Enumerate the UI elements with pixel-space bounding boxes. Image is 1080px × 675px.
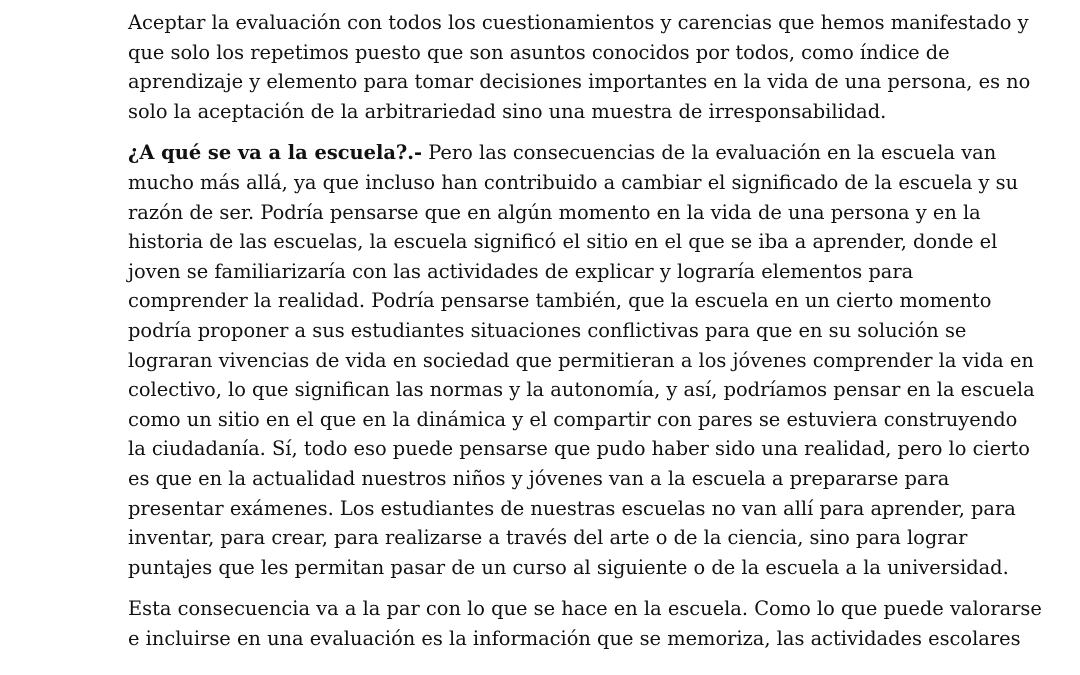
text-line: la ciudadanía. Sí, todo eso puede pensarse que pudo haber sido una realidad, pero lo cierto xyxy=(128,437,1030,461)
text-line: razón de ser. Podría pensarse que en algún momento en la vida de una persona y en la xyxy=(128,200,981,224)
text-run: Pero las consecuencias de la evaluación en la escuela van xyxy=(422,141,997,165)
text-line: colectivo, lo que significan las normas y la autonomía, y así, podríamos pensar en la escuela xyxy=(128,378,1035,402)
text-line: Esta consecuencia va a la par con lo que se hace en la escuela. Como lo que puede valorarse xyxy=(128,597,1042,621)
text-line: que solo los repetimos puesto que son asuntos conocidos por todos, como índice de xyxy=(128,40,950,64)
text-line: presentar exámenes. Los estudiantes de nuestras escuelas no van allí para aprender, para xyxy=(128,496,1016,520)
document-page xyxy=(128,8,1042,665)
section-heading: ¿A qué se va a la escuela?.- xyxy=(128,141,423,165)
text-line: puntajes que les permitan pasar de un curso al siguiente o de la escuela a la universidad. xyxy=(128,555,1009,579)
text-line: es que en la actualidad nuestros niños y jóvenes van a la escuela a prepararse para xyxy=(128,466,950,490)
text-line: e incluirse en una evaluación es la información que se memoriza, las actividades escolares xyxy=(128,626,1021,650)
text-line: aprendizaje y elemento para tomar decisiones importantes en la vida de una persona, es no xyxy=(128,70,1031,94)
text-line: lograran vivencias de vida en sociedad que permitieran a los jóvenes comprender la vida en xyxy=(128,348,1034,372)
paragraph-1 xyxy=(128,8,1031,126)
text-line: como un sitio en el que en la dinámica y el compartir con pares se estuviera construyendo xyxy=(128,407,1018,431)
text-line-first xyxy=(128,138,997,168)
text-line: inventar, para crear, para realizarse a través del arte o de la ciencia, sino para lograr xyxy=(128,526,968,550)
text-line: solo la aceptación de la arbitrariedad sino una muestra de irresponsabilidad. xyxy=(128,99,887,123)
text-line: comprender la realidad. Podría pensarse también, que la escuela en un cierto momento xyxy=(128,289,992,313)
paragraph-3 xyxy=(128,594,1042,653)
text-line: historia de las escuelas, la escuela significó el sitio en el que se iba a aprender, donde el xyxy=(128,230,998,254)
paragraph-2 xyxy=(128,138,1035,582)
text-line: joven se familiarizaría con las actividades de explicar y lograría elementos para xyxy=(128,259,914,283)
text-line: Aceptar la evaluación con todos los cuestionamientos y carencias que hemos manifestado y xyxy=(128,11,1029,34)
text-line: podría proponer a sus estudiantes situaciones conflictivas para que en su solución se xyxy=(128,318,967,342)
text-line: mucho más allá, ya que incluso han contribuido a cambiar el significado de la escuela y su xyxy=(128,170,1019,194)
